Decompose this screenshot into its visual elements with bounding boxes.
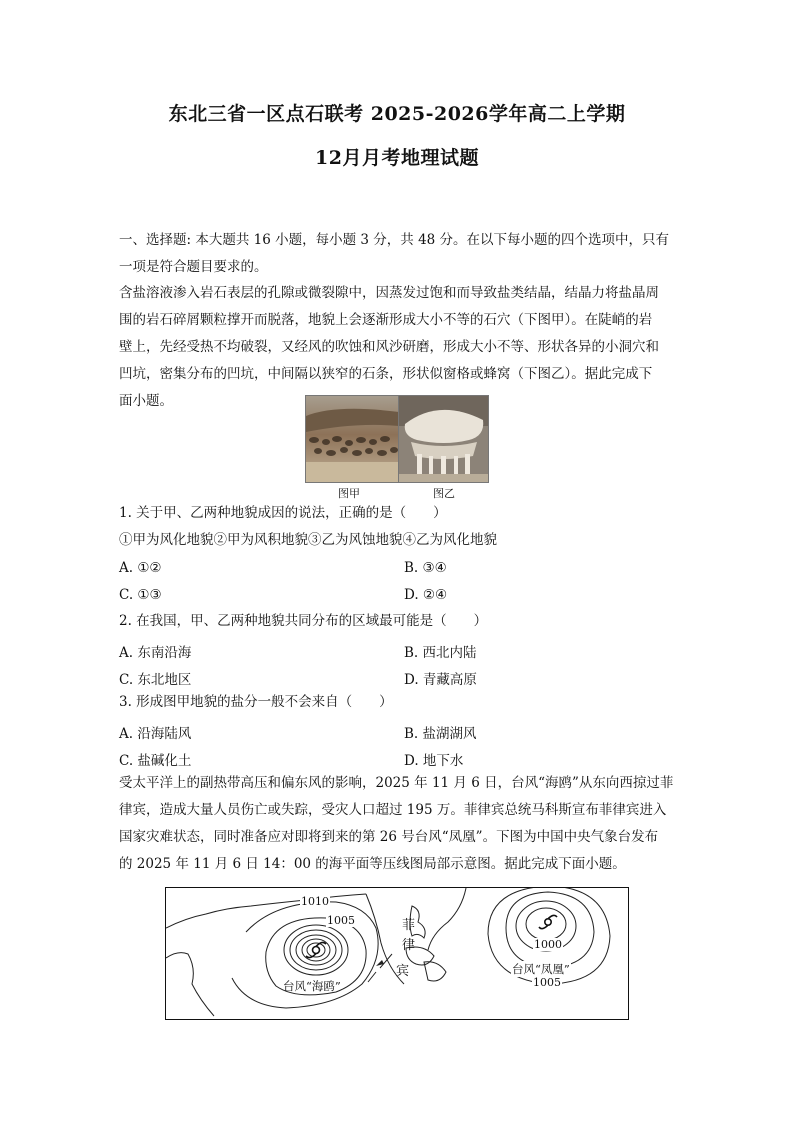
label-philippines-2: 律 [402, 938, 416, 953]
q3-option-b: B. 盐湖湖风 [404, 726, 477, 742]
passage2-line3: 国家灾难状态，同时准备应对即将到来的第 26 号台风“凤凰”。下图为中国中央气象台发布 [119, 829, 659, 845]
label-typhoon-fenghuang: 台风“凤凰” [512, 962, 570, 976]
passage2-line1: 受太平洋上的副热带高压和偏东风的影响，2025 年 11 月 6 日，台风“海鸥”从东向西掠过菲 [119, 775, 674, 791]
q1-statements: ①甲为风化地貌②甲为风积地貌③乙为风蚀地貌④乙为风化地貌 [119, 532, 497, 548]
q3-option-c: C. 盐碱化土 [119, 753, 192, 769]
label-typhoon-haiou: 台风“海鸥” [283, 979, 341, 993]
section-intro-line1: 一、选择题: 本大题共 16 小题，每小题 3 分，共 48 分。在以下每小题的四个选项中，只有 [119, 232, 670, 248]
q1-option-d: D. ②④ [404, 587, 448, 603]
page-title-line1: 东北三省一区点石联考 2025-2026学年高二上学期 [168, 103, 626, 125]
label-philippines-1: 菲 [402, 918, 416, 933]
q2-option-c: C. 东北地区 [119, 672, 192, 688]
q3-option-a: A. 沿海陆风 [119, 726, 192, 742]
section-intro-line2: 一项是符合题目要求的。 [119, 259, 268, 275]
label-1000: 1000 [534, 938, 562, 951]
label-1005-left: 1005 [327, 914, 355, 927]
q2-option-b: B. 西北内陆 [404, 645, 477, 661]
passage1-line3: 壁上，先经受热不均破裂，又经风的吹蚀和风沙研磨，形成大小不等、形状各异的小洞穴和 [119, 339, 659, 355]
passage1-line4: 凹坑，密集分布的凹坑，中间隔以狭窄的石条，形状似窗格或蜂窝（下图乙）。据此完成下 [119, 366, 653, 382]
photo-jia [305, 395, 400, 483]
label-1005-right: 1005 [533, 976, 561, 989]
photo-yi [398, 395, 489, 483]
q1-option-b: B. ③④ [404, 560, 447, 576]
q2-option-a: A. 东南沿海 [119, 645, 192, 661]
q1-option-c: C. ①③ [119, 587, 162, 603]
q3-stem: 3. 形成图甲地貌的盐分一般不会来自（ ） [119, 694, 393, 710]
q3-option-d: D. 地下水 [404, 753, 464, 769]
label-1010: 1010 [301, 895, 329, 908]
caption-yi: 图乙 [433, 487, 455, 500]
q1-option-a: A. ①② [119, 560, 162, 576]
label-philippines-3: 宾 [396, 964, 410, 979]
passage1-line1: 含盐溶液渗入岩石表层的孔隙或微裂隙中，因蒸发过饱和而导致盐类结晶，结晶力将盐晶周 [119, 285, 659, 301]
caption-jia: 图甲 [338, 487, 360, 500]
passage1-line2: 围的岩石碎屑颗粒撑开而脱落，地貌上会逐渐形成大小不等的石穴（下图甲）。在陡峭的岩 [119, 312, 653, 328]
passage1-line5: 面小题。 [119, 393, 173, 409]
q1-stem: 1. 关于甲、乙两种地貌成因的说法，正确的是（ ） [119, 505, 447, 521]
page-title-line2: 12月月考地理试题 [315, 147, 479, 169]
q2-stem: 2. 在我国，甲、乙两种地貌共同分布的区域最可能是（ ） [119, 613, 488, 629]
isobar-map [165, 887, 629, 1020]
q2-option-d: D. 青藏高原 [404, 672, 477, 688]
passage2-line2: 律宾，造成大量人员伤亡或失踪，受灾人口超过 195 万。菲律宾总统马科斯宣布菲律宾进入 [119, 802, 667, 818]
passage2-line4: 的 2025 年 11 月 6 日 14：00 的海平面等压线图局部示意图。据此完成下面小题。 [119, 856, 626, 872]
